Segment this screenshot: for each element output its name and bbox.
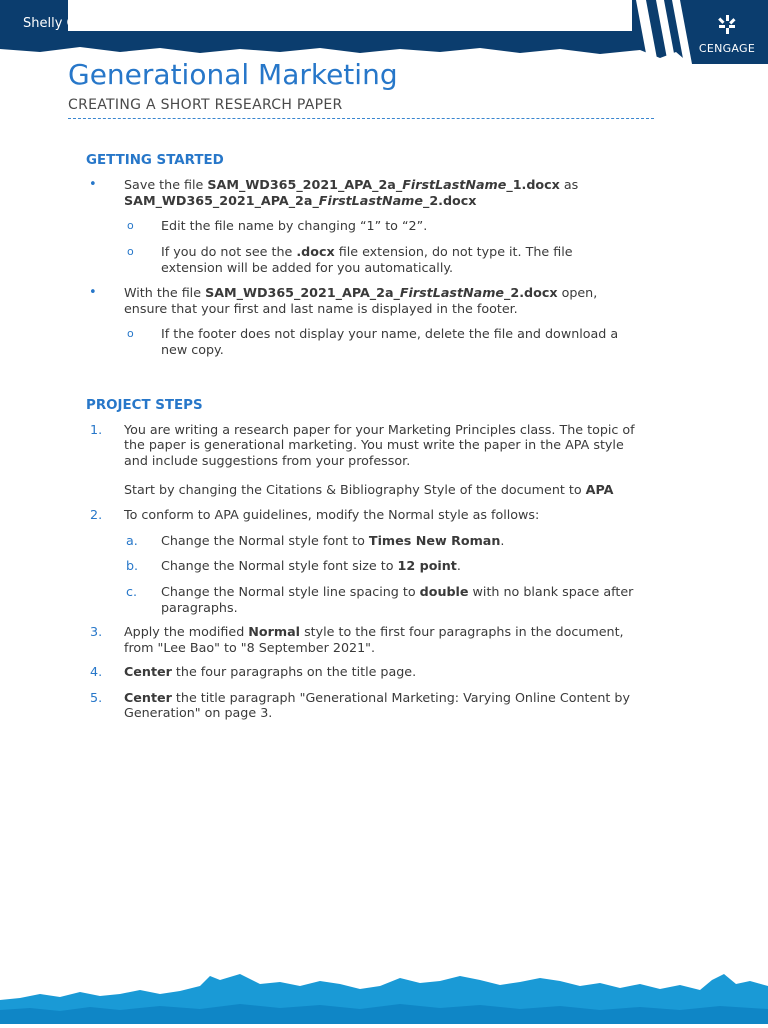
step5-line2: Generation" on page 3. — [124, 705, 273, 720]
sub-bullet-rename: Edit the file name by changing “1” to “2”. — [161, 218, 428, 233]
sub-bullet-footer-line1: If the footer does not display your name, delete the file and download a — [161, 326, 619, 341]
bullet-file-open-line2: ensure that your first and last name is displayed in the footer. — [124, 301, 518, 316]
step-number: 1. — [90, 422, 103, 437]
step2a-text: Change the Normal style font to Times New Roman. — [161, 533, 505, 548]
step1-line2: the paper is generational marketing. You must write the paper in the APA style — [124, 437, 624, 452]
step1-line1: You are writing a research paper for your Marketing Principles class. The topic of — [124, 422, 635, 437]
bullet-marker: • — [89, 177, 97, 192]
author-name: Shelly C — [23, 16, 76, 31]
sub-bullet-extension-line2: extension will be added for you automatically. — [161, 260, 454, 275]
cengage-logo-icon — [716, 13, 738, 35]
bullet-marker: • — [89, 285, 97, 300]
sub-bullet-marker: o — [127, 219, 134, 232]
sub-step-label: b. — [126, 558, 139, 573]
step2c-line2: paragraphs. — [161, 600, 238, 615]
step1-line4: Start by changing the Citations & Bibliography Style of the document to APA — [124, 482, 614, 497]
cengage-logo-text: CENGAGE — [698, 42, 756, 55]
step4-text: Center the four paragraphs on the title page. — [124, 664, 417, 679]
step2b-text: Change the Normal style font size to 12 point. — [161, 558, 461, 573]
project-steps-heading: PROJECT STEPS — [86, 398, 203, 413]
step2c-line1: Change the Normal style line spacing to double with no blank space after — [161, 584, 634, 599]
step-number: 5. — [90, 690, 103, 705]
step-number: 2. — [90, 507, 103, 522]
step1-line3: and include suggestions from your professor. — [124, 453, 411, 468]
bullet-file-open-line1: With the file SAM_WD365_2021_APA_2a_FirstLastName_2.docx open, — [124, 285, 598, 300]
cengage-logo — [697, 13, 757, 55]
sub-bullet-extension-line1: If you do not see the .docx file extension, do not type it. The file — [161, 244, 573, 259]
step3-line1: Apply the modified Normal style to the first four paragraphs in the document, — [124, 624, 624, 639]
sub-step-label: a. — [126, 533, 138, 548]
getting-started-heading: GETTING STARTED — [86, 153, 224, 168]
title-divider — [68, 118, 654, 119]
sub-bullet-marker: o — [127, 327, 134, 340]
footer-wave-shape — [0, 964, 768, 1024]
step3-line2: from "Lee Bao" to "8 September 2021". — [124, 640, 376, 655]
header-white-box — [68, 0, 632, 31]
sub-step-label: c. — [126, 584, 138, 599]
step5-line1: Center the title paragraph "Generational Marketing: Varying Online Content by — [124, 690, 630, 705]
bullet-save-file-line1: Save the file SAM_WD365_2021_APA_2a_FirstLastName_1.docx as — [124, 177, 579, 192]
footer-wave — [0, 964, 768, 1024]
sub-bullet-marker: o — [127, 245, 134, 258]
sub-bullet-footer-line2: new copy. — [161, 342, 224, 357]
step-number: 4. — [90, 664, 103, 679]
step2-text: To conform to APA guidelines, modify the Normal style as follows: — [124, 507, 540, 522]
bullet-save-file-line2: SAM_WD365_2021_APA_2a_FirstLastName_2.docx — [124, 193, 477, 208]
document-title: Generational Marketing — [68, 58, 398, 91]
step-number: 3. — [90, 624, 103, 639]
document-subtitle: CREATING A SHORT RESEARCH PAPER — [68, 97, 343, 113]
